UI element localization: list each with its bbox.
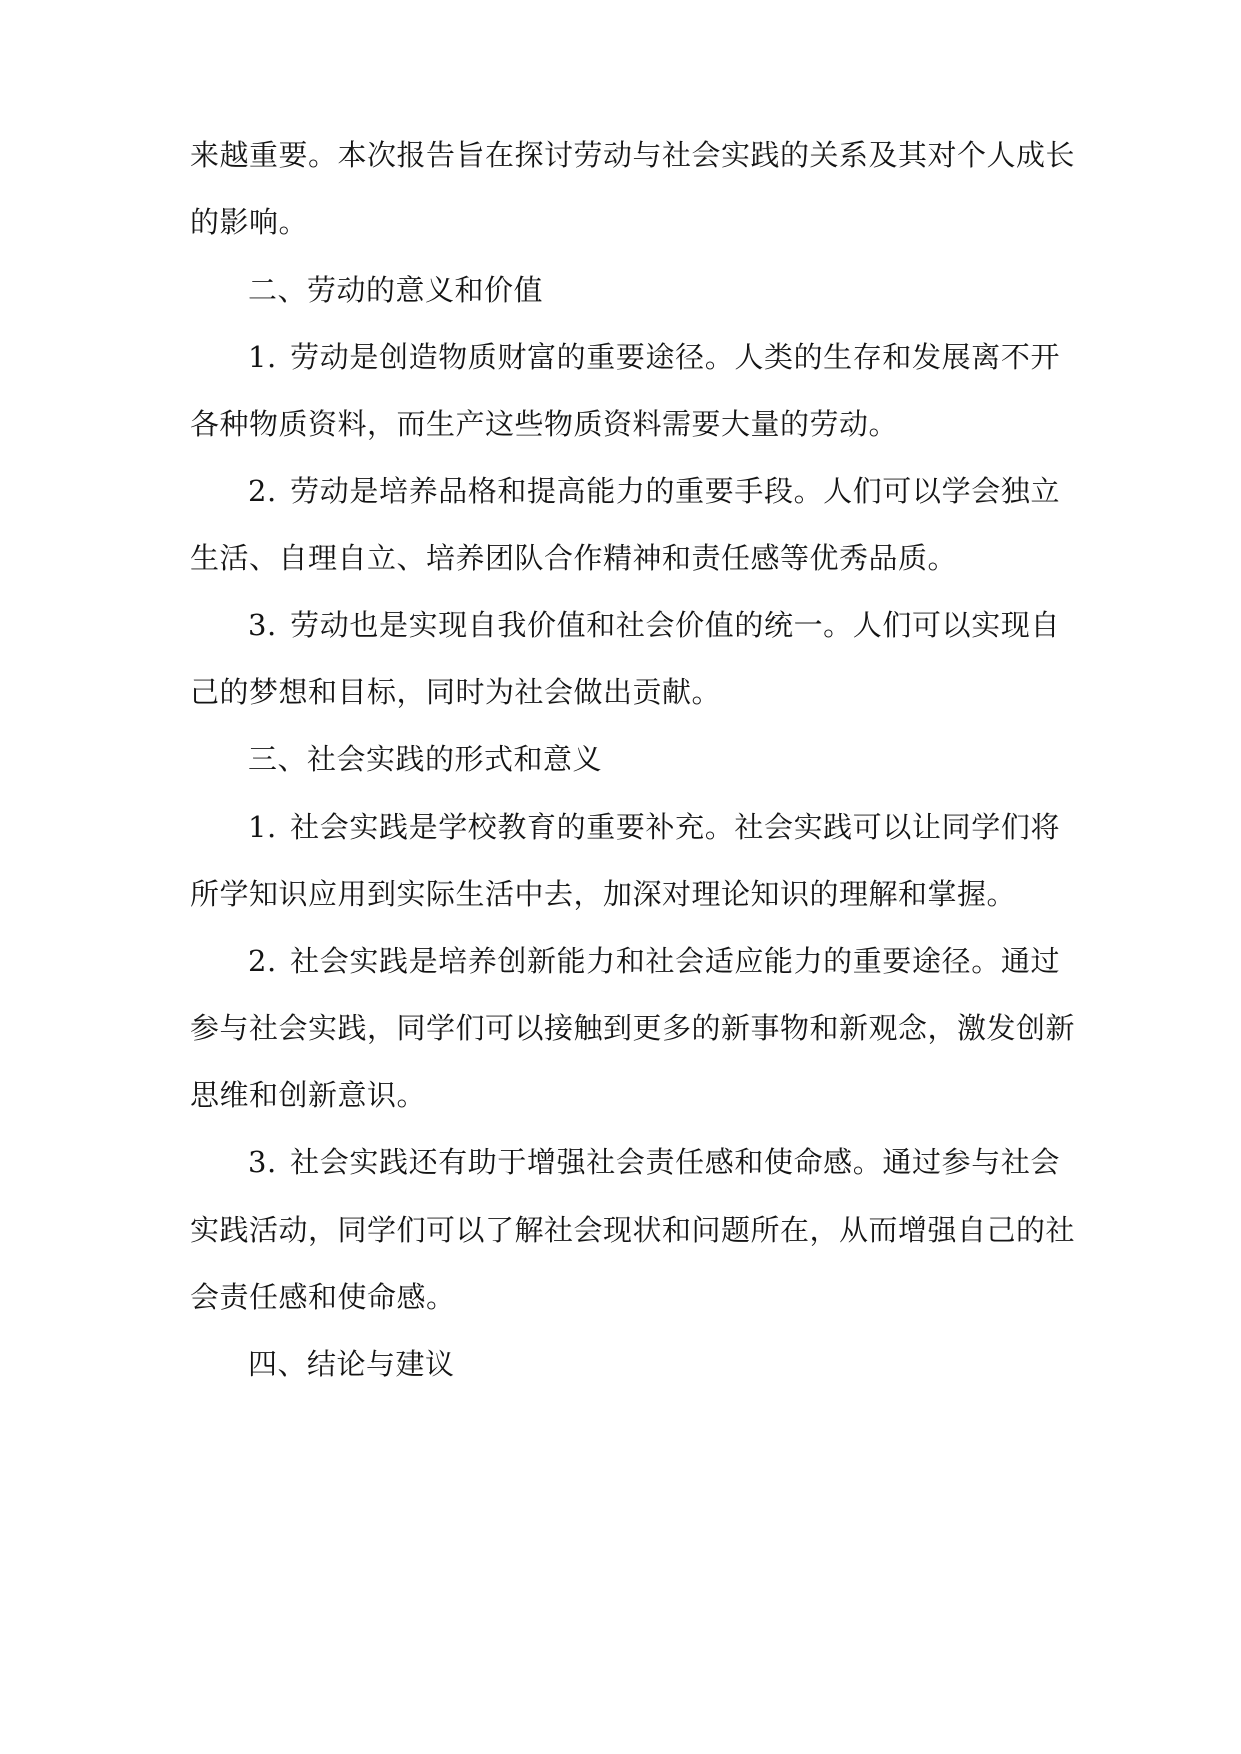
list-item-line: 实践活动，同学们可以了解社会现状和问题所在，从而增强自己的社 — [190, 1213, 1076, 1247]
list-number: 3. — [248, 1145, 277, 1179]
section-heading: 三、社会实践的形式和意义 — [248, 742, 603, 776]
list-item-line: 会责任感和使命感。 — [190, 1280, 456, 1314]
list-number: 3. — [248, 608, 277, 642]
list-item-first-line — [248, 472, 1060, 510]
list-number: 2. — [248, 944, 277, 978]
list-text: 劳动是培养品格和提高能力的重要手段。人们可以学会独立 — [290, 474, 1060, 508]
list-item-first-line — [248, 606, 1060, 644]
list-item-first-line — [248, 1143, 1060, 1181]
list-text: 劳动是创造物质财富的重要途径。人类的生存和发展离不开 — [290, 340, 1060, 374]
paragraph-line: 的影响。 — [190, 205, 309, 239]
list-item-line: 各种物质资料，而生产这些物质资料需要大量的劳动。 — [190, 407, 899, 441]
list-item-line: 己的梦想和目标，同时为社会做出贡献。 — [190, 675, 722, 709]
list-number: 1. — [248, 340, 277, 374]
list-item-line: 思维和创新意识。 — [190, 1078, 427, 1112]
list-text: 劳动也是实现自我价值和社会价值的统一。人们可以实现自 — [290, 608, 1060, 642]
list-text: 社会实践还有助于增强社会责任感和使命感。通过参与社会 — [290, 1145, 1060, 1179]
list-item-first-line — [248, 942, 1060, 980]
list-item-line: 参与社会实践，同学们可以接触到更多的新事物和新观念，激发创新 — [190, 1011, 1076, 1045]
list-item-line: 所学知识应用到实际生活中去，加深对理论知识的理解和掌握。 — [190, 877, 1017, 911]
list-text: 社会实践是学校教育的重要补充。社会实践可以让同学们将 — [290, 810, 1060, 844]
list-number: 1. — [248, 810, 277, 844]
list-item-first-line — [248, 808, 1060, 846]
list-text: 社会实践是培养创新能力和社会适应能力的重要途径。通过 — [290, 944, 1060, 978]
list-item-line: 生活、自理自立、培养团队合作精神和责任感等优秀品质。 — [190, 541, 958, 575]
paragraph-line: 来越重要。本次报告旨在探讨劳动与社会实践的关系及其对个人成长 — [190, 138, 1076, 172]
section-heading: 二、劳动的意义和价值 — [248, 273, 544, 307]
section-heading: 四、结论与建议 — [248, 1347, 455, 1381]
list-number: 2. — [248, 474, 277, 508]
list-item-first-line — [248, 338, 1060, 376]
